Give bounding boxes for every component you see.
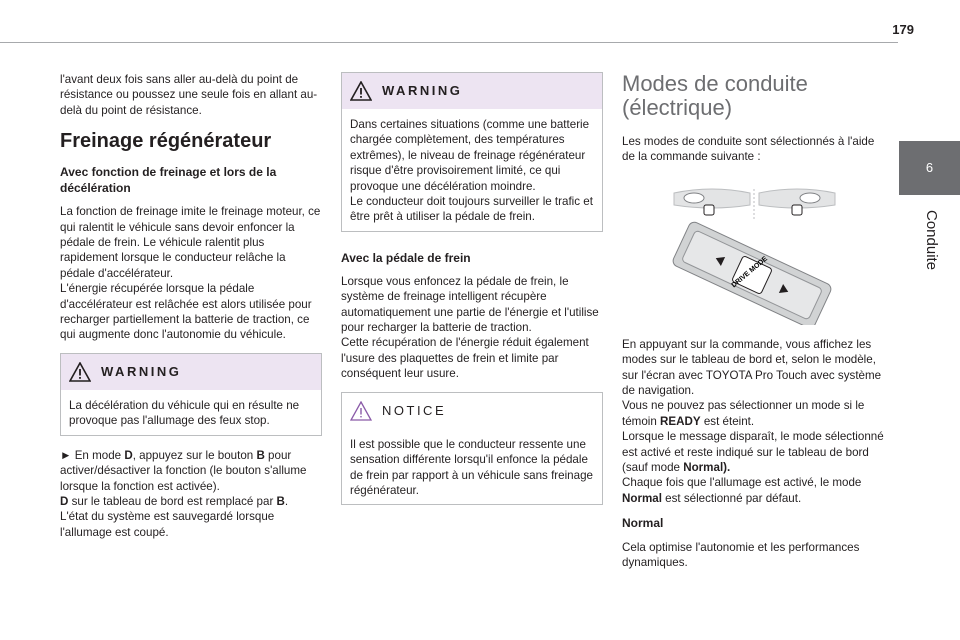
steering-wheel-icon: [622, 175, 884, 325]
warning-title: WARNING: [101, 364, 182, 380]
section-title: Modes de conduite (électrique): [622, 71, 808, 120]
page-number: 179: [892, 22, 914, 37]
svg-text:DRIVE MODE: DRIVE MODE: [730, 255, 769, 290]
notice-header: [342, 393, 602, 429]
chapter-label: Conduite: [923, 210, 940, 271]
warning-icon: [350, 81, 372, 101]
column-3: [622, 72, 884, 581]
section-subtitle: Avec la pédale de frein: [341, 250, 471, 265]
drive-mode-illustration: [622, 175, 884, 325]
warning-body: La décélération du véhicule qui en résulte ne provoque pas l'allumage des feux stop.: [69, 398, 300, 428]
warning-box: [341, 72, 603, 232]
instruction-text: ► En mode D, appuyez sur le bouton B pour activer/désactiver la fonction (le bouton s'allume lorsque la fonction est activée). D sur le tableau de bord est remplacé par B. L'état du système est sauvegardé lorsque l'allumage est coupé.: [60, 448, 307, 539]
notice-box: [341, 392, 603, 506]
section-subtitle: Normal: [622, 516, 664, 531]
intro-text: Les modes de conduite sont sélectionnés à l'aide de la commande suivante :: [622, 135, 875, 164]
column-2: [341, 72, 603, 517]
warning-header: [61, 354, 321, 390]
chapter-tab[interactable]: 6: [899, 141, 960, 195]
header-rule: [0, 42, 898, 43]
paragraph: La fonction de freinage imite le freinage moteur, ce qui ralentit le véhicule sans devoir enfoncer la pédale de frein. Le véhicule ralentit plus rapidement lorsque le conducteur relâche la pédale d'accélérateur. L'énergie récupérée lorsque la pédale d'accélérateur est relâchée est alors utilisée pour recharger partiellement la batterie de traction, ce qui augmente donc l'autonomie du véhicule.: [60, 205, 321, 342]
notice-title: NOTICE: [382, 402, 447, 418]
notice-body: Il est possible que le conducteur ressente une sensation différente lorsqu'il enfonce la pédale de frein par rapport à un véhicule sans freinage régénérateur.: [350, 437, 593, 497]
warning-icon: [69, 362, 91, 382]
paragraph: En appuyant sur la commande, vous affichez les modes sur le tableau de bord et, selon le modèle, sur l'écran avec TOYOTA Pro Touch avec système de navigation. Vous ne pouvez pas sélectionner un mode si le témoin READY est éteint. Lorsque le message disparaît, le mode sélectionné est activé et reste indiqué sur le tableau de bord (sauf mode Normal). Chaque fois que l'allumage est activé, le mode Normal est sélectionné par défaut.: [622, 337, 884, 505]
column-1: [60, 72, 322, 550]
warning-title: WARNING: [382, 83, 463, 99]
section-title: Freinage régénérateur: [60, 130, 272, 153]
warning-header: [342, 73, 602, 109]
paragraph: Lorsque vous enfoncez la pédale de frein, le système de freinage intelligent récupère automatiquement une partie de l'énergie et l'utilise pour recharger la batterie de traction. Cette récupération de l'énergie réduit également l'usure des plaquettes de frein et limite par conséquent leur usure.: [341, 274, 599, 381]
intro-text: l'avant deux fois sans aller au-delà du point de résistance ou poussez une seule fois en allant au-delà du point de résistance.: [60, 73, 318, 117]
notice-icon: [350, 401, 372, 421]
warning-body: Dans certaines situations (comme une batterie chargée complètement, des températures extrêmes), le niveau de freinage régénérateur risque d'être provisoirement limité, ce qui provoque une décélération moindre. Le conducteur doit toujours surveiller le trafic et être prêt à utiliser la pédale de frein.: [350, 118, 593, 224]
section-subtitle: Avec fonction de freinage et lors de la décélération: [60, 165, 277, 196]
warning-box: [60, 353, 322, 436]
paragraph: Cela optimise l'autonomie et les performances dynamiques.: [622, 540, 860, 570]
